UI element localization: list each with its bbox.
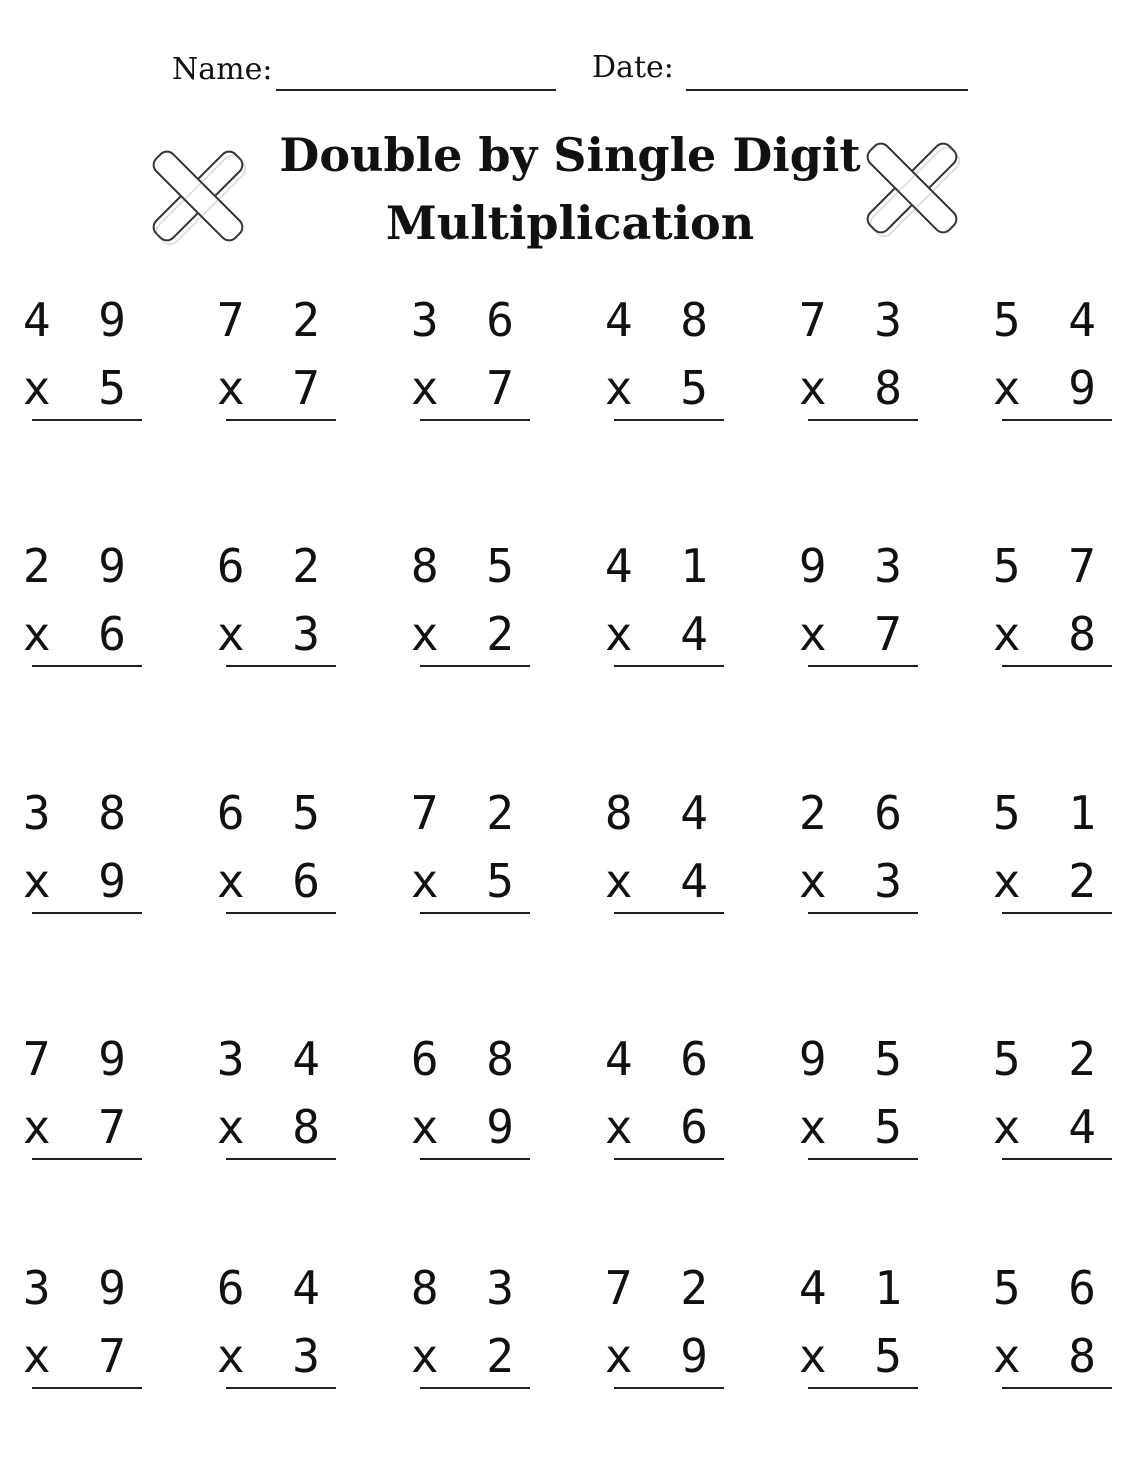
problem-5 — [798, 293, 918, 427]
answer-line[interactable] — [420, 419, 530, 421]
multiplier: x 2 — [410, 607, 524, 661]
problem-4 — [604, 293, 724, 427]
problem-17 — [798, 786, 918, 920]
multiplier: x 9 — [410, 1100, 524, 1154]
multiplier: x 5 — [410, 854, 524, 908]
multiplicand: 5 1 — [992, 786, 1106, 840]
multiplier: x 7 — [410, 361, 524, 415]
multiplicand: 2 9 — [22, 539, 136, 593]
multiplier: x 3 — [216, 1329, 330, 1383]
multiplier: x 6 — [22, 607, 136, 661]
problem-21 — [410, 1032, 530, 1166]
answer-line[interactable] — [1002, 419, 1112, 421]
problem-23 — [798, 1032, 918, 1166]
answer-line[interactable] — [32, 665, 142, 667]
multiplicand: 4 1 — [604, 539, 718, 593]
answer-line[interactable] — [32, 1387, 142, 1389]
answer-line[interactable] — [614, 1158, 724, 1160]
problem-25 — [22, 1261, 142, 1395]
answer-line[interactable] — [614, 419, 724, 421]
problem-22 — [604, 1032, 724, 1166]
multiplicand: 5 7 — [992, 539, 1106, 593]
multiplier: x 7 — [22, 1100, 136, 1154]
answer-line[interactable] — [420, 1158, 530, 1160]
answer-line[interactable] — [808, 665, 918, 667]
multiplier: x 5 — [798, 1329, 912, 1383]
multiplicand: 6 4 — [216, 1261, 330, 1315]
problem-8 — [216, 539, 336, 673]
multiplicand: 9 3 — [798, 539, 912, 593]
problem-30 — [992, 1261, 1112, 1395]
answer-line[interactable] — [1002, 912, 1112, 914]
problem-16 — [604, 786, 724, 920]
multiplier: x 7 — [798, 607, 912, 661]
multiplicand: 7 9 — [22, 1032, 136, 1086]
answer-line[interactable] — [32, 912, 142, 914]
multiplicand: 4 9 — [22, 293, 136, 347]
multiplier: x 5 — [798, 1100, 912, 1154]
answer-line[interactable] — [1002, 665, 1112, 667]
answer-line[interactable] — [614, 1387, 724, 1389]
multiplier: x 5 — [604, 361, 718, 415]
answer-line[interactable] — [226, 1158, 336, 1160]
multiplicand: 7 2 — [216, 293, 330, 347]
multiplier: x 8 — [216, 1100, 330, 1154]
date-label: Date: — [592, 50, 674, 85]
problem-7 — [22, 539, 142, 673]
problem-3 — [410, 293, 530, 427]
multiplier: x 7 — [22, 1329, 136, 1383]
problem-24 — [992, 1032, 1112, 1166]
multiplicand: 5 2 — [992, 1032, 1106, 1086]
problem-2 — [216, 293, 336, 427]
page-title-line-1: Double by Single Digit — [279, 128, 861, 182]
problem-15 — [410, 786, 530, 920]
multiplicand: 8 5 — [410, 539, 524, 593]
multiplicand: 7 2 — [410, 786, 524, 840]
multiplier: x 8 — [798, 361, 912, 415]
answer-line[interactable] — [420, 912, 530, 914]
answer-line[interactable] — [614, 912, 724, 914]
answer-line[interactable] — [420, 1387, 530, 1389]
multiplicand: 6 5 — [216, 786, 330, 840]
multiplicand: 4 1 — [798, 1261, 912, 1315]
multiplicand: 3 4 — [216, 1032, 330, 1086]
multiplicand: 2 6 — [798, 786, 912, 840]
problem-28 — [604, 1261, 724, 1395]
answer-line[interactable] — [614, 665, 724, 667]
multiplicand: 4 6 — [604, 1032, 718, 1086]
multiplicand: 6 8 — [410, 1032, 524, 1086]
problem-12 — [992, 539, 1112, 673]
problem-9 — [410, 539, 530, 673]
multiplier: x 4 — [604, 854, 718, 908]
problem-19 — [22, 1032, 142, 1166]
problem-20 — [216, 1032, 336, 1166]
problem-27 — [410, 1261, 530, 1395]
multiplier: x 3 — [216, 607, 330, 661]
multiplier: x 8 — [992, 1329, 1106, 1383]
multiplicand: 4 8 — [604, 293, 718, 347]
answer-line[interactable] — [808, 912, 918, 914]
name-field[interactable] — [276, 89, 556, 91]
answer-line[interactable] — [808, 1158, 918, 1160]
answer-line[interactable] — [226, 1387, 336, 1389]
multiplicand: 3 8 — [22, 786, 136, 840]
problem-11 — [798, 539, 918, 673]
multiplicand: 7 3 — [798, 293, 912, 347]
problem-14 — [216, 786, 336, 920]
multiplier: x 9 — [992, 361, 1106, 415]
problem-6 — [992, 293, 1112, 427]
date-field[interactable] — [686, 89, 968, 91]
multiplicand: 8 3 — [410, 1261, 524, 1315]
answer-line[interactable] — [808, 419, 918, 421]
multiplicand: 9 5 — [798, 1032, 912, 1086]
answer-line[interactable] — [32, 419, 142, 421]
problem-29 — [798, 1261, 918, 1395]
multiplicand: 5 6 — [992, 1261, 1106, 1315]
answer-line[interactable] — [1002, 1158, 1112, 1160]
page-title-line-2: Multiplication — [385, 196, 755, 250]
multiplier: x 3 — [798, 854, 912, 908]
multiplier: x 2 — [410, 1329, 524, 1383]
answer-line[interactable] — [226, 665, 336, 667]
multiplier: x 9 — [604, 1329, 718, 1383]
multiplicand: 3 9 — [22, 1261, 136, 1315]
multiplier: x 2 — [992, 854, 1106, 908]
multiplier: x 4 — [992, 1100, 1106, 1154]
answer-line[interactable] — [226, 419, 336, 421]
multiplier: x 5 — [22, 361, 136, 415]
multiplier: x 7 — [216, 361, 330, 415]
multiplier: x 8 — [992, 607, 1106, 661]
answer-line[interactable] — [226, 912, 336, 914]
multiplicand: 3 6 — [410, 293, 524, 347]
answer-line[interactable] — [1002, 1387, 1112, 1389]
multiplicand: 8 4 — [604, 786, 718, 840]
multiplier: x 6 — [216, 854, 330, 908]
multiplier: x 4 — [604, 607, 718, 661]
answer-line[interactable] — [420, 665, 530, 667]
problem-13 — [22, 786, 142, 920]
answer-line[interactable] — [808, 1387, 918, 1389]
problem-18 — [992, 786, 1112, 920]
name-label: Name: — [172, 52, 273, 87]
multiplier: x 6 — [604, 1100, 718, 1154]
problem-10 — [604, 539, 724, 673]
multiplicand: 7 2 — [604, 1261, 718, 1315]
answer-line[interactable] — [32, 1158, 142, 1160]
problem-1 — [22, 293, 142, 427]
multiplier: x 9 — [22, 854, 136, 908]
multiplicand: 5 4 — [992, 293, 1106, 347]
multiplicand: 6 2 — [216, 539, 330, 593]
problem-26 — [216, 1261, 336, 1395]
